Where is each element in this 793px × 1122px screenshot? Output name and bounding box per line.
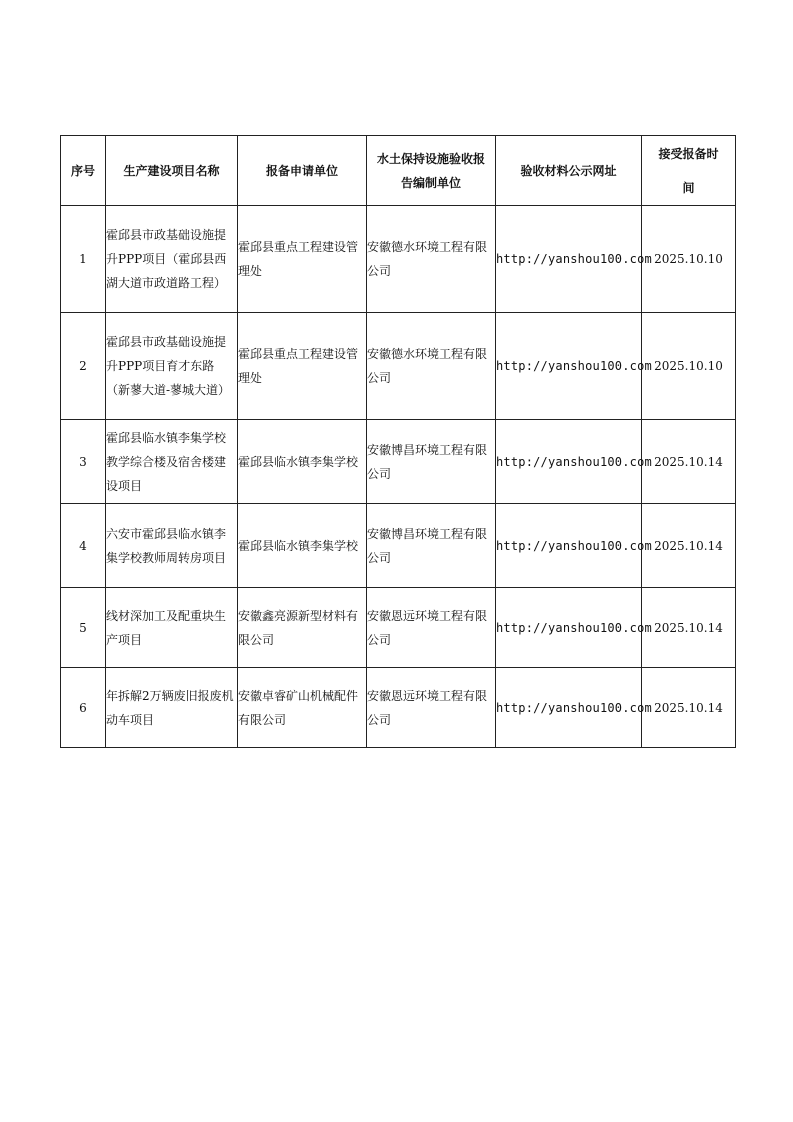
cell-seq: 1 [61,206,106,313]
header-project-name: 生产建设项目名称 [106,136,238,206]
cell-seq: 2 [61,313,106,420]
cell-report-compiler: 安徽博昌环境工程有限公司 [367,420,496,504]
cell-project-name: 霍邱县市政基础设施提升PPP项目（霍邱县西湖大道市政道路工程） [106,206,238,313]
cell-report-compiler: 安徽恩远环境工程有限公司 [367,588,496,668]
header-report-compiler: 水土保持设施验收报告编制单位 [367,136,496,206]
cell-project-name: 六安市霍邱县临水镇李集学校教师周转房项目 [106,504,238,588]
acceptance-filing-table [60,135,736,748]
cell-filing-time: 2025.10.10 [642,206,736,313]
cell-project-name: 霍邱县临水镇李集学校教学综合楼及宿舍楼建设项目 [106,420,238,504]
cell-report-compiler: 安徽博昌环境工程有限公司 [367,504,496,588]
cell-filing-time: 2025.10.10 [642,313,736,420]
cell-seq: 6 [61,668,106,748]
cell-applicant: 安徽卓睿矿山机械配件有限公司 [238,668,367,748]
cell-public-site: http://yanshou100.com [496,206,642,313]
cell-seq: 5 [61,588,106,668]
cell-public-site: http://yanshou100.com [496,588,642,668]
cell-report-compiler: 安徽德水环境工程有限公司 [367,206,496,313]
cell-seq: 3 [61,420,106,504]
cell-applicant: 霍邱县临水镇李集学校 [238,420,367,504]
cell-project-name: 线材深加工及配重块生产项目 [106,588,238,668]
cell-filing-time: 2025.10.14 [642,420,736,504]
cell-seq: 4 [61,504,106,588]
header-applicant: 报备申请单位 [238,136,367,206]
cell-filing-time: 2025.10.14 [642,588,736,668]
cell-report-compiler: 安徽恩远环境工程有限公司 [367,668,496,748]
cell-project-name: 年拆解2万辆废旧报废机动车项目 [106,668,238,748]
header-filing-time: 接受报备时间 [642,136,736,206]
cell-public-site: http://yanshou100.com [496,313,642,420]
header-public-site: 验收材料公示网址 [496,136,642,206]
table-row [61,588,736,668]
table-row [61,313,736,420]
cell-report-compiler: 安徽德水环境工程有限公司 [367,313,496,420]
cell-public-site: http://yanshou100.com [496,668,642,748]
header-seq: 序号 [61,136,106,206]
table-header-row [61,136,736,206]
cell-public-site: http://yanshou100.com [496,504,642,588]
cell-filing-time: 2025.10.14 [642,504,736,588]
cell-applicant: 霍邱县重点工程建设管理处 [238,206,367,313]
cell-applicant: 霍邱县临水镇李集学校 [238,504,367,588]
table-row [61,504,736,588]
cell-applicant: 霍邱县重点工程建设管理处 [238,313,367,420]
table-row [61,420,736,504]
table-row [61,206,736,313]
cell-applicant: 安徽鑫亮源新型材料有限公司 [238,588,367,668]
cell-filing-time: 2025.10.14 [642,668,736,748]
cell-public-site: http://yanshou100.com [496,420,642,504]
cell-project-name: 霍邱县市政基础设施提升PPP项目育才东路（新蓼大道-蓼城大道） [106,313,238,420]
table-row [61,668,736,748]
